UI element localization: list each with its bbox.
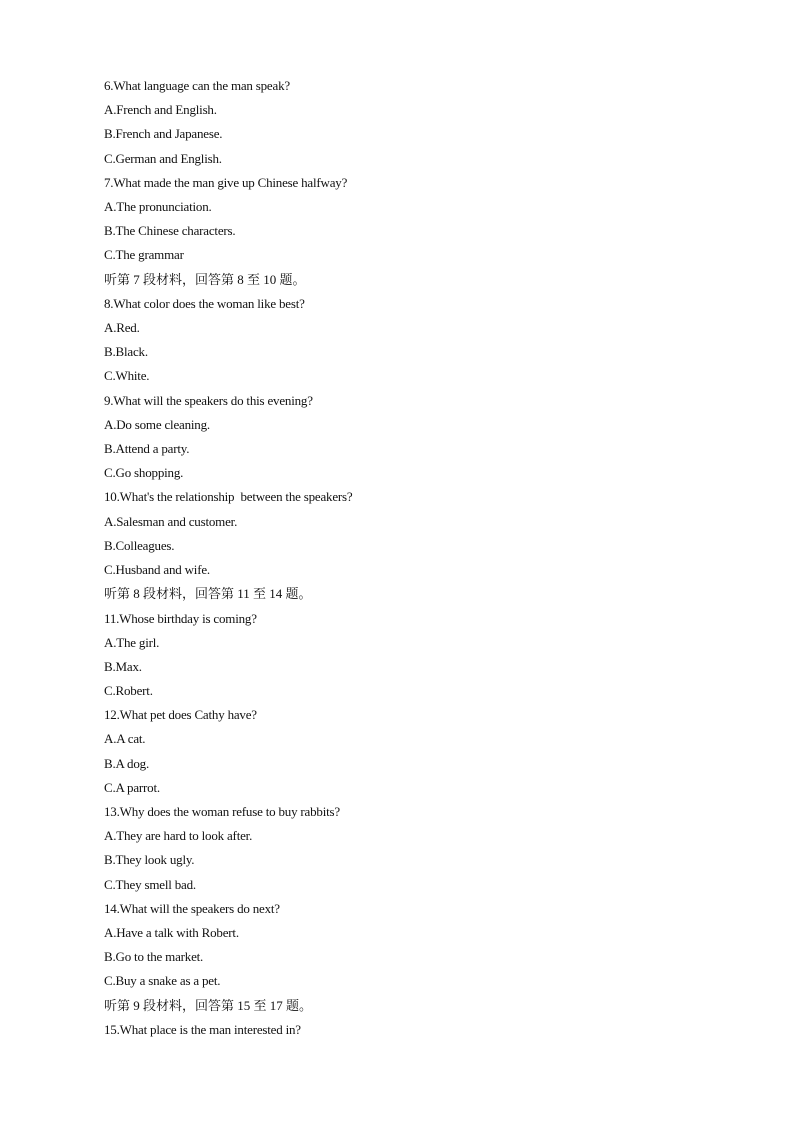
option-6c: C.German and English. (104, 150, 222, 166)
question-13: 13.Why does the woman refuse to buy rabbits? (104, 804, 340, 820)
option-6b: B.French and Japanese. (104, 126, 223, 142)
section-header-7: 听第 7 段材料，回答第 8 至 10 题。 (104, 271, 306, 287)
option-9c: C.Go shopping. (104, 465, 184, 481)
option-13c: C.They smell bad. (104, 876, 196, 892)
option-8a: A.Red. (104, 320, 140, 336)
question-6: 6.What language can the man speak? (104, 78, 290, 93)
question-14: 14.What will the speakers do next? (104, 900, 280, 916)
option-7c: C.The grammar (104, 247, 184, 263)
section-header-9: 听第 9 段材料，回答第 15 至 17 题。 (104, 997, 313, 1013)
option-13a: A.They are hard to look after. (104, 828, 253, 844)
option-10a: A.Salesman and customer. (104, 513, 238, 529)
question-9: 9.What will the speakers do this evening? (104, 392, 313, 408)
question-7: 7.What made the man give up Chinese halfway? (104, 174, 348, 190)
question-10: 10.What's the relationship between the speakers? (104, 489, 353, 505)
option-11c: C.Robert. (104, 683, 153, 699)
option-7b: B.The Chinese characters. (104, 223, 236, 239)
option-10b: B.Colleagues. (104, 537, 175, 553)
option-6a: A.French and English. (104, 102, 217, 118)
option-8b: B.Black. (104, 344, 148, 360)
option-10c: C.Husband and wife. (104, 561, 210, 577)
option-12a: A.A cat. (104, 731, 146, 747)
option-14a: A.Have a talk with Robert. (104, 924, 239, 940)
option-11a: A.The girl. (104, 634, 160, 650)
question-11: 11.Whose birthday is coming? (104, 610, 257, 626)
document-page (104, 74, 724, 1042)
option-11b: B.Max. (104, 658, 142, 674)
option-14b: B.Go to the market. (104, 949, 204, 965)
option-12c: C.A parrot. (104, 779, 160, 795)
option-14c: C.Buy a snake as a pet. (104, 973, 221, 989)
option-13b: B.They look ugly. (104, 852, 195, 868)
question-15: 15.What place is the man interested in? (104, 1021, 301, 1037)
option-9a: A.Do some cleaning. (104, 416, 210, 432)
section-header-8: 听第 8 段材料，回答第 11 至 14 题。 (104, 586, 312, 602)
option-8c: C.White. (104, 368, 150, 384)
question-8: 8.What color does the woman like best? (104, 295, 305, 311)
option-12b: B.A dog. (104, 755, 149, 771)
question-12: 12.What pet does Cathy have? (104, 707, 257, 723)
option-7a: A.The pronunciation. (104, 198, 212, 214)
option-9b: B.Attend a party. (104, 441, 190, 457)
